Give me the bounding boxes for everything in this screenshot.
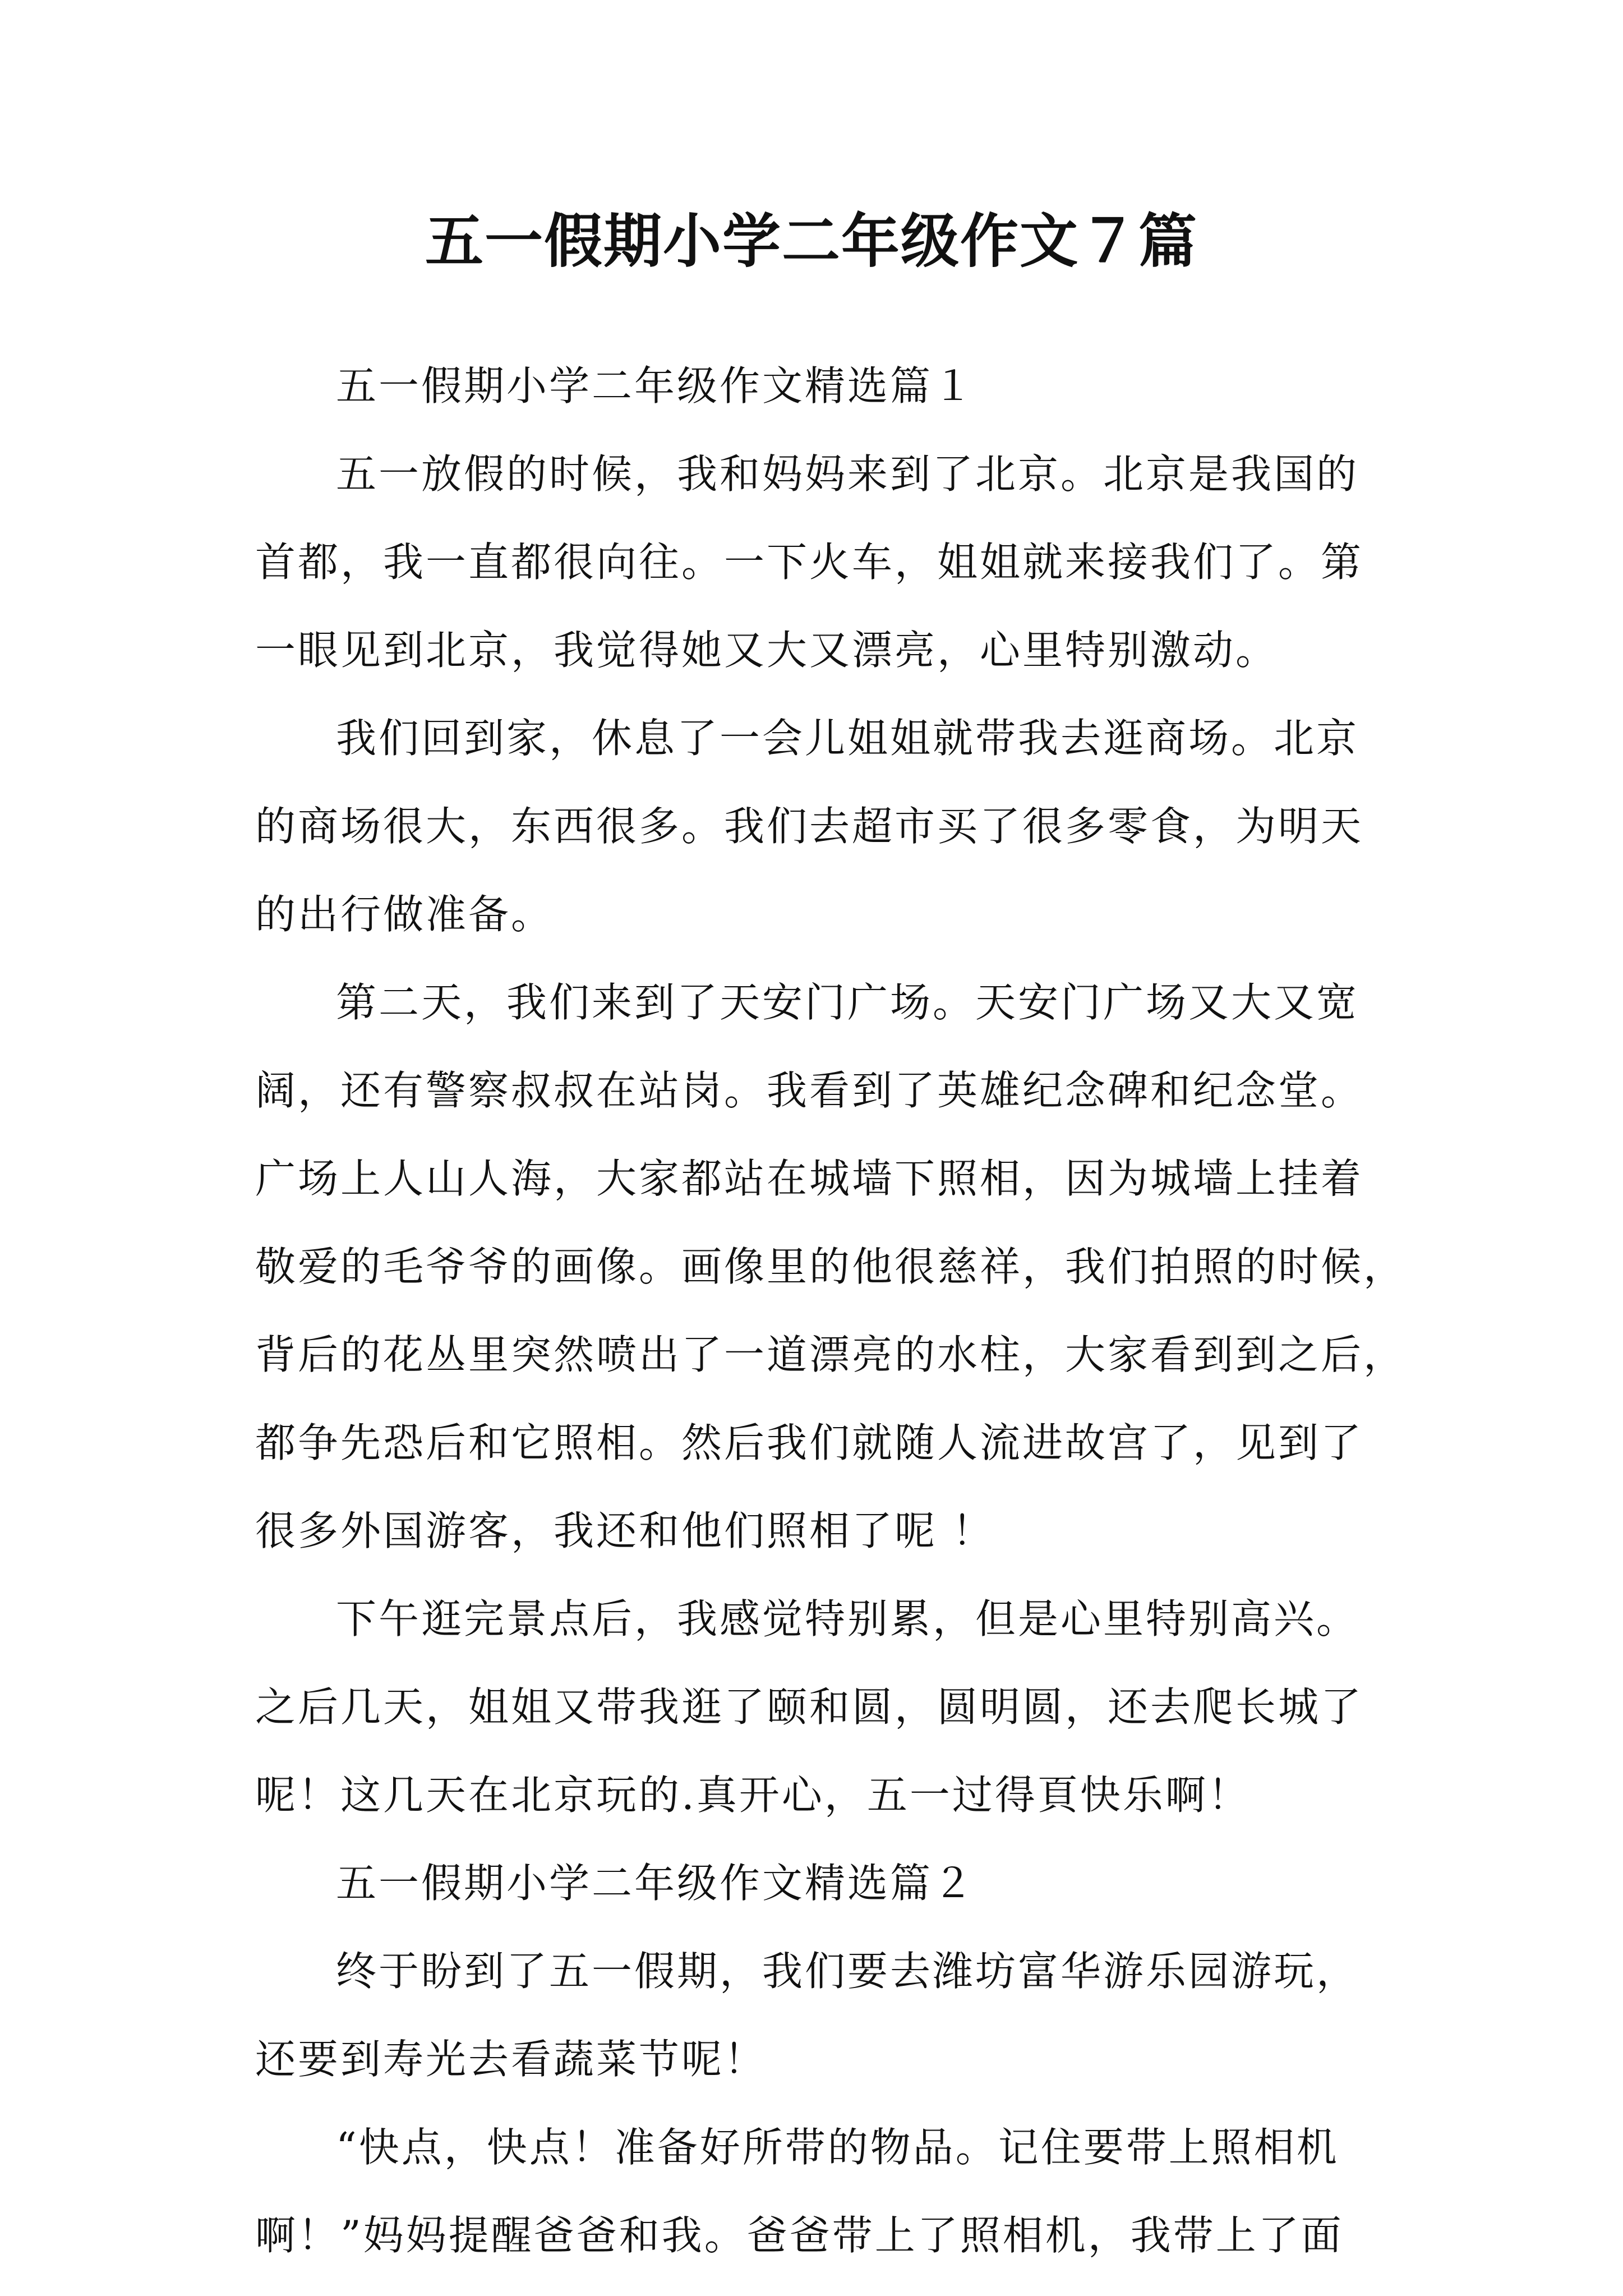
text-line: 广场上人山人海，大家都站在城墙下照相，因为城墙上挂着	[255, 1155, 1364, 1202]
paragraph	[255, 694, 1382, 959]
text-line: 呢！这几天在北京玩的.真开心，五一过得頁快乐啊！	[255, 1772, 1251, 1819]
text-line: 敬爱的毛爷爷的画像。画像里的他很慈祥，我们拍照的时候，	[255, 1243, 1407, 1290]
text-line: 的商场很大，东西很多。我们去超市买了很多零食，为明天	[255, 803, 1364, 850]
text-line: 五一放假的时候，我和妈妈来到了北京。北京是我国的	[336, 450, 1359, 498]
text-line: 还要到寿光去看蔬菜节呢！	[255, 2036, 767, 2083]
document-body	[255, 342, 1407, 2280]
text-line: 终于盼到了五一假期，我们要去潍坊富华游乐园游玩，	[336, 1948, 1359, 1995]
text-line: 都争先恐后和它照相。然后我们就随人流进故宫了，见到了	[255, 1419, 1364, 1466]
text-line: 一眼见到北京，我觉得她又大又漂亮，心里特别激动。	[255, 627, 1279, 674]
document-title: 五一假期小学二年级作文７篇	[425, 206, 1198, 275]
paragraph	[255, 430, 1382, 694]
text-line: 五一假期小学二年级作文精选篇２	[336, 1860, 976, 1907]
text-line: 首都，我一直都很向往。一下火车，姐姐就来接我们了。第	[255, 539, 1364, 586]
paragraph	[255, 2104, 1382, 2280]
section-heading	[255, 1839, 1382, 1927]
paragraph	[255, 1575, 1382, 1839]
paragraph	[255, 959, 1407, 1575]
text-line: 的出行做准备。	[255, 891, 554, 938]
text-line: 下午逛完景点后，我感觉特别累，但是心里特别高兴。	[336, 1595, 1359, 1642]
text-line: 背后的花丛里突然喷出了一道漂亮的水柱，大家看到到之后，	[255, 1331, 1407, 1378]
paragraph	[255, 1927, 1382, 2104]
text-line: 很多外国游客，我还和他们照相了呢 ！	[255, 1507, 995, 1554]
section-heading	[255, 342, 1382, 430]
text-line: 第二天，我们来到了天安门广场。天安门广场又大又宽	[336, 979, 1359, 1026]
text-line: 我们回到家，休息了一会儿姐姐就带我去逛商场。北京	[336, 715, 1359, 762]
text-line: 阔，还有警察叔叔在站岗。我看到了英雄纪念碑和纪念堂。	[255, 1067, 1364, 1114]
text-line: 五一假期小学二年级作文精选篇１	[336, 362, 976, 409]
text-line: 啊！”妈妈提醒爸爸和我。爸爸带上了照相机，我带上了面	[255, 2212, 1344, 2259]
text-line: “快点，快点！准备好所带的物品。记住要带上照相机	[336, 2124, 1339, 2171]
text-line: 之后几天，姐姐又带我逛了颐和圆，圆明圆，还去爬长城了	[255, 1683, 1364, 1731]
